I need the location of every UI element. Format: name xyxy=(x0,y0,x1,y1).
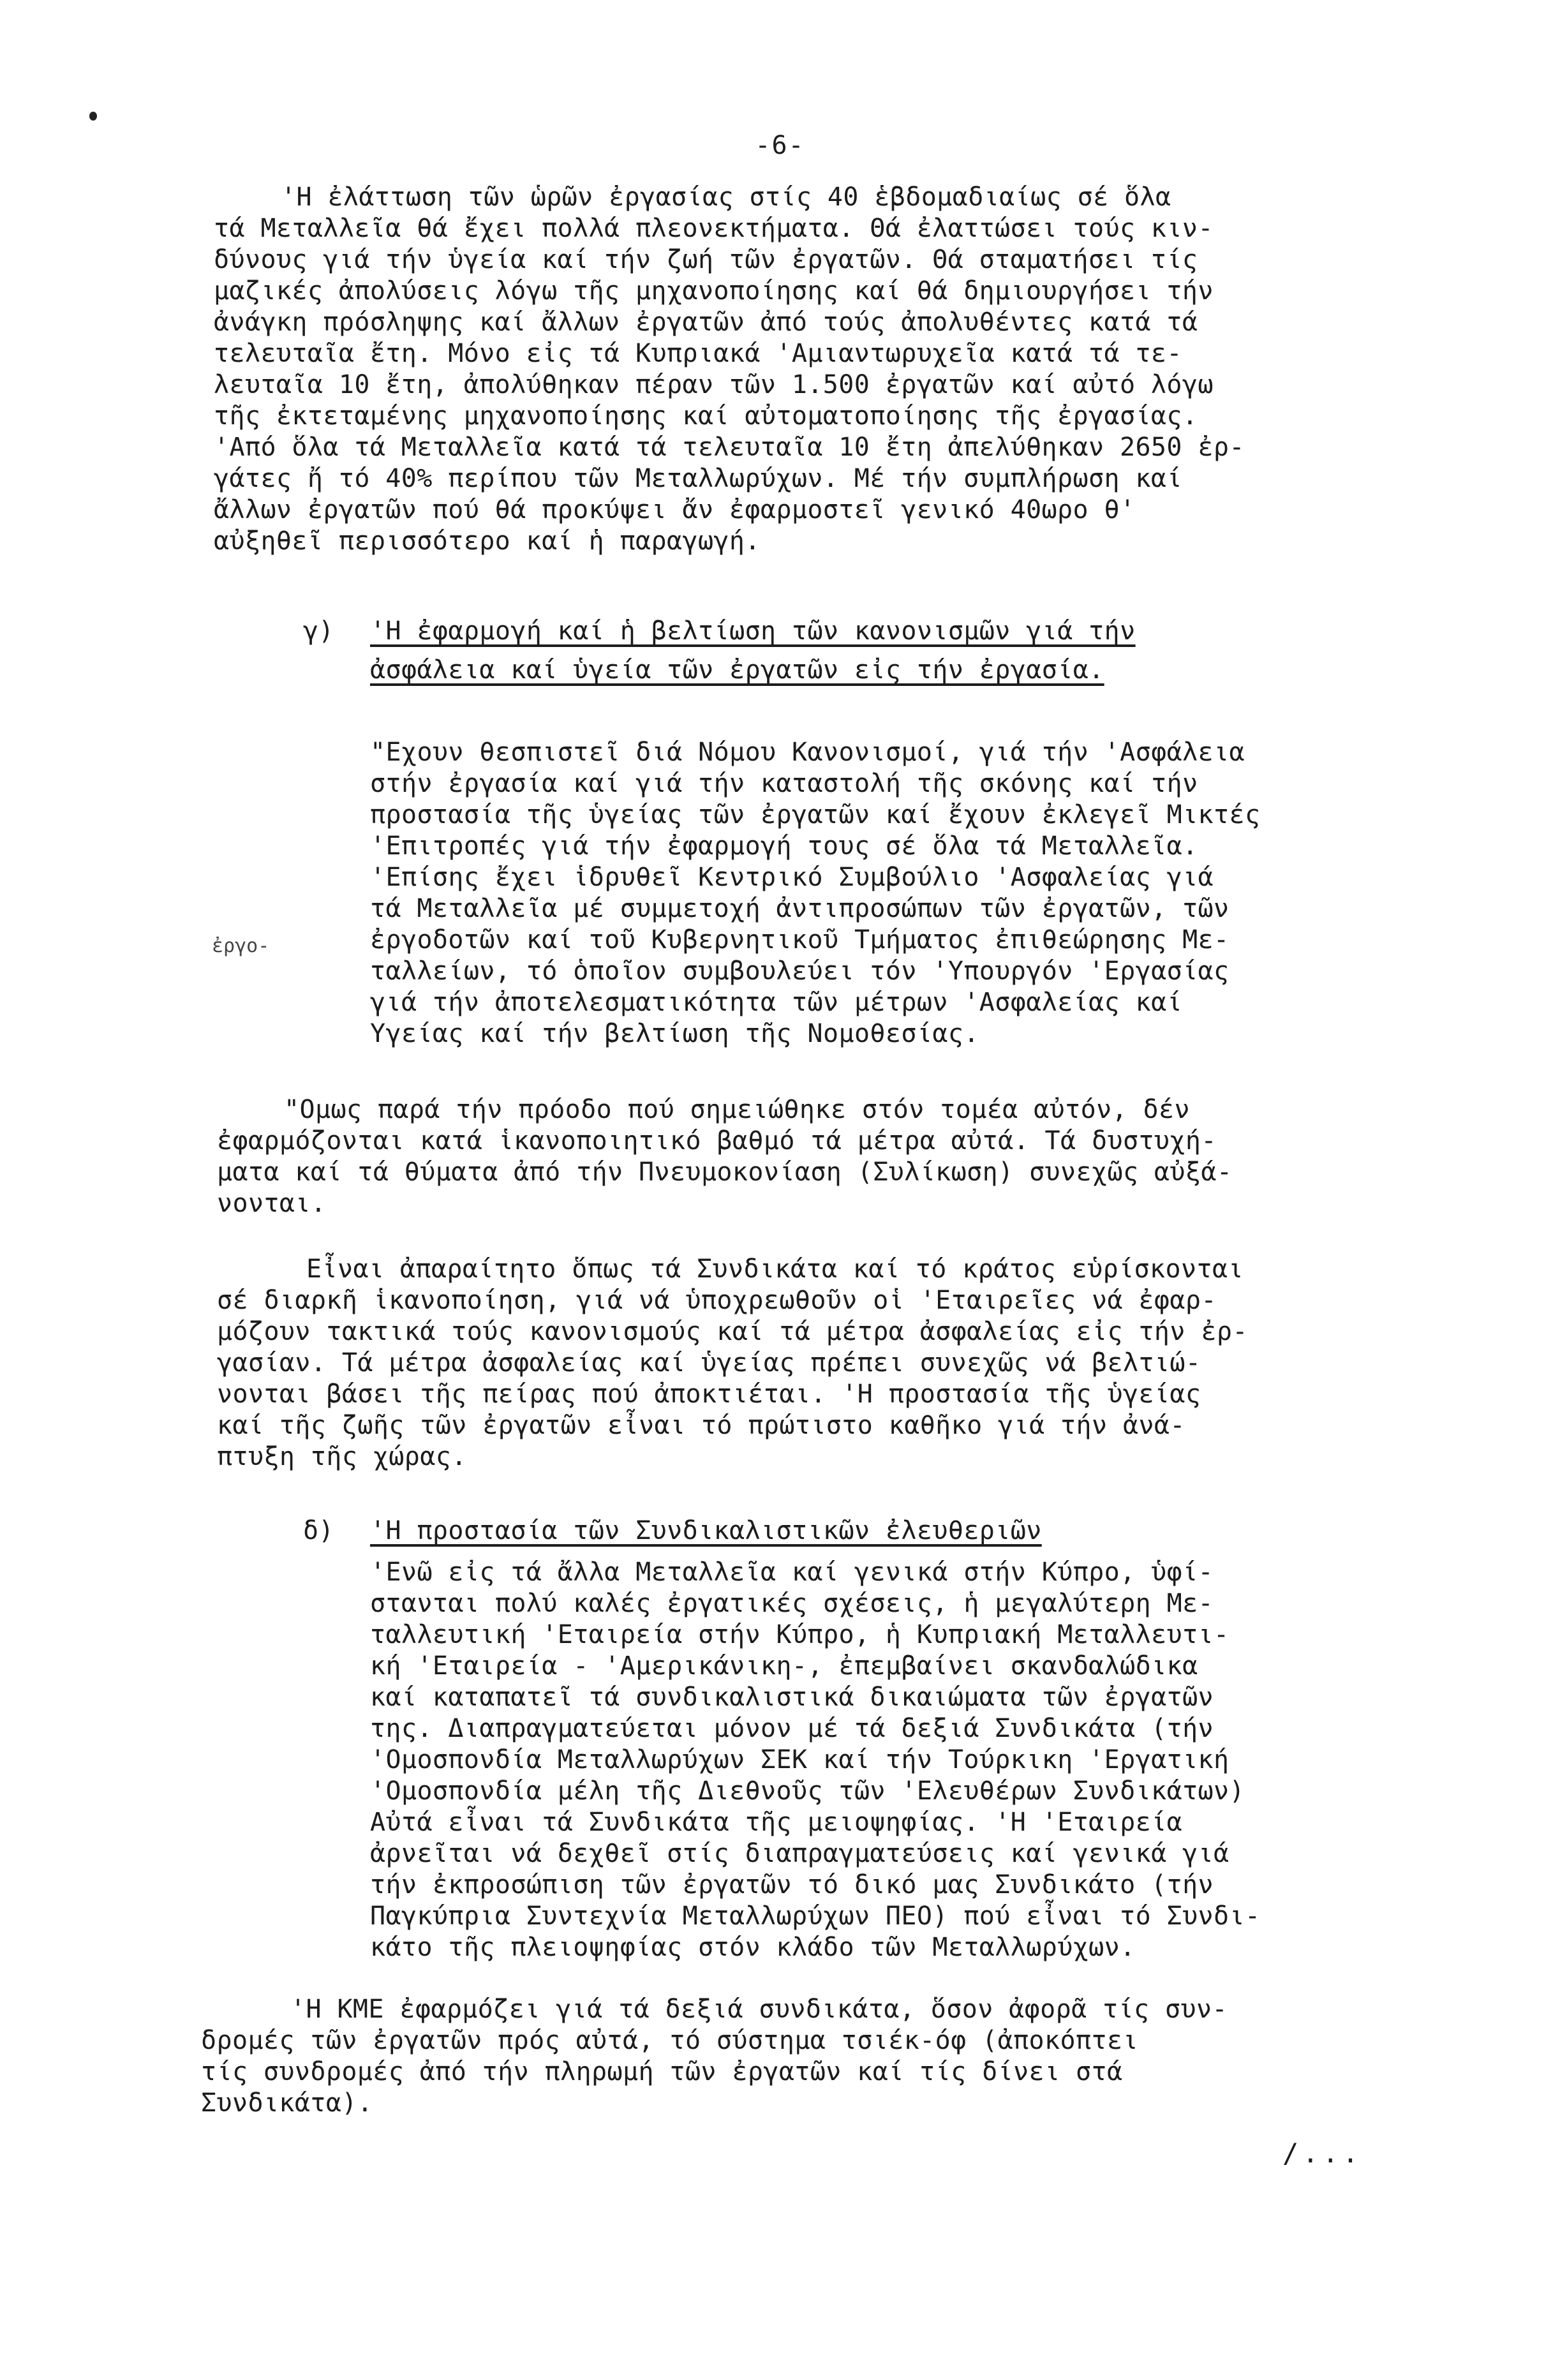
text-line: λευταῖα 10 ἔτη, ἀπολύθηκαν πέραν τῶν 1.500 ἐργατῶν καί αὐτό λόγω xyxy=(214,370,1214,399)
text-line: πτυξη τῆς χώρας. xyxy=(217,1442,467,1471)
paragraph-working-hours xyxy=(214,182,1245,557)
margin-note: ἐργο- xyxy=(212,935,270,957)
paragraph-union-freedoms xyxy=(370,1557,1260,1963)
heading-line: 'Η προστασία τῶν Συνδικαλιστικῶν ἐλευθεριῶν xyxy=(370,1516,1042,1545)
text-line: αὐξηθεῖ περισσότερο καί ἡ παραγωγή. xyxy=(214,526,761,556)
text-line: "Εχουν θεσπιστεῖ διά Νόμου Κανονισμοί, γιά τήν 'Ασφάλεια xyxy=(370,738,1245,767)
text-line: ἐφαρμόζονται κατά ἱκανοποιητικό βαθμό τά μέτρα αὐτά. Τά δυστυχή- xyxy=(217,1126,1217,1156)
text-line: 'Ομοσπονδία Μεταλλωρύχων ΣΕΚ καί τήν Τούρκικη 'Εργατική xyxy=(370,1745,1229,1774)
text-line: σέ διαρκῆ ἱκανοποίηση, γιά νά ὑποχρεωθοῦν οἱ 'Εταιρεῖες νά ἐφαρ- xyxy=(217,1286,1217,1315)
section-heading-safety xyxy=(370,616,1136,686)
paragraph-check-off xyxy=(201,1994,1228,2119)
text-line: γασίαν. Τά μέτρα ἀσφαλείας καί ὑγείας πρέπει συνεχῶς νά βελτιώ- xyxy=(217,1348,1201,1378)
heading-line: ἀσφάλεια καί ὑγεία τῶν ἐργατῶν εἰς τήν ἐργασία. xyxy=(370,655,1104,685)
paragraph-unions-state xyxy=(217,1254,1248,1473)
text-line: τῆς ἐκτεταμένης μηχανοποίησης καί αὐτοματοποίησης τῆς ἐργασίας. xyxy=(214,401,1198,431)
text-line: τά Μεταλλεῖα μέ συμμετοχή ἀντιπροσώπων τῶν ἐργατῶν, τῶν xyxy=(370,894,1229,923)
section-marker-delta: δ) xyxy=(303,1516,334,1545)
section-marker-gamma: γ) xyxy=(303,616,334,646)
paragraph-progress xyxy=(217,1094,1232,1219)
page-number: -6- xyxy=(755,131,805,160)
text-line: ταλλείων, τό ὁποῖον συμβουλεύει τόν 'Υπουργόν 'Εργασίας xyxy=(370,956,1229,986)
text-line: τίς συνδρομές ἀπό τήν πληρωμή τῶν ἐργατῶν καί τίς δίνει στά xyxy=(201,2057,1123,2086)
text-line: "Ομως παρά τήν πρόοδο πού σημειώθηκε στόν τομέα αὐτόν, δέν xyxy=(284,1095,1190,1124)
text-line: τήν ἐκπροσώπιση τῶν ἐργατῶν τό δικό μας Συνδικάτο (τήν xyxy=(370,1870,1214,1900)
text-line: ἄλλων ἐργατῶν πού θά προκύψει ἄν ἐφαρμοστεῖ γενικό 40ωρο θ' xyxy=(214,495,1136,524)
text-line: 'Ενῶ εἰς τά ἄλλα Μεταλλεῖα καί γενικά στήν Κύπρο, ὑφί- xyxy=(370,1558,1214,1587)
text-line: καί τῆς ζωῆς τῶν ἐργατῶν εἶναι τό πρώτιστο καθῆκο γιά τήν ἀνά- xyxy=(217,1411,1185,1440)
paragraph-safety-regulations xyxy=(370,737,1260,1050)
heading-line: 'Η ἐφαρμογή καί ἡ βελτίωση τῶν κανονισμῶν γιά τήν xyxy=(370,616,1136,646)
section-heading-union-freedoms xyxy=(370,1515,1042,1547)
text-line: μόζουν τακτικά τούς κανονισμούς καί τά μέτρα ἀσφαλείας εἰς τήν ἐρ- xyxy=(217,1317,1248,1346)
text-line: τά Μεταλλεῖα θά ἔχει πολλά πλεονεκτήματα. Θά ἐλαττώσει τούς κιν- xyxy=(214,214,1214,243)
text-line: κή 'Εταιρεία - 'Αμερικάνικη-, ἐπεμβαίνει σκανδαλώδικα xyxy=(370,1651,1198,1681)
text-line: ἐργοδοτῶν καί τοῦ Κυβερνητικοῦ Τμήματος ἐπιθεώρησης Με- xyxy=(370,925,1229,955)
text-line: ἀρνεῖται νά δεχθεῖ στίς διαπραγματεύσεις καί γενικά γιά xyxy=(370,1839,1229,1868)
text-line: 'Από ὅλα τά Μεταλλεῖα κατά τά τελευταῖα 10 ἔτη ἀπελύθηκαν 2650 ἐρ- xyxy=(214,433,1245,462)
text-line: γάτες ἤ τό 40% περίπου τῶν Μεταλλωρύχων. Μέ τήν συμπλήρωση καί xyxy=(214,464,1182,493)
text-line: 'Ομοσπονδία μέλη τῆς Διεθνοῦς τῶν 'Ελευθέρων Συνδικάτων) xyxy=(370,1776,1245,1806)
text-line: στανται πολύ καλές ἐργατικές σχέσεις, ἡ μεγαλύτερη Με- xyxy=(370,1589,1214,1618)
text-line: κάτο τῆς πλειοψηφίας στόν κλάδο τῶν Μεταλλωρύχων. xyxy=(370,1933,1136,1962)
text-line: Εἶναι ἀπαραίτητο ὅπως τά Συνδικάτα καί τό κράτος εὑρίσκονται xyxy=(306,1254,1244,1284)
text-line: Αὐτά εἶναι τά Συνδικάτα τῆς μειοψηφίας. 'Η 'Εταιρεία xyxy=(370,1808,1183,1837)
text-line: ταλλευτική 'Εταιρεία στήν Κύπρο, ἡ Κυπριακή Μεταλλευτι- xyxy=(370,1620,1229,1649)
text-line: 'Η ΚΜΕ ἐφαρμόζει γιά τά δεξιά συνδικάτα, ὅσον ἀφορᾶ τίς συν- xyxy=(290,1995,1228,2024)
text-line: τελευταῖα ἔτη. Μόνο εἰς τά Κυπριακά 'Αμιαντωρυχεῖα κατά τά τε- xyxy=(214,339,1182,368)
text-line: ἀνάγκη πρόσληψης καί ἄλλων ἐργατῶν ἀπό τούς ἀπολυθέντες κατά τά xyxy=(214,308,1198,337)
text-line: νονται. xyxy=(217,1189,327,1218)
text-line: δρομές τῶν ἐργατῶν πρός αὐτά, τό σύστημα τσιέκ-όφ (ἀποκόπτει xyxy=(201,2026,1138,2055)
text-line: Υγείας καί τήν βελτίωση τῆς Νομοθεσίας. xyxy=(370,1019,979,1048)
text-line: 'Η ἐλάττωση τῶν ὡρῶν ἐργασίας στίς 40 ἑβδομαδιαίως σέ ὅλα xyxy=(281,182,1171,212)
text-line: 'Επιτροπές γιά τήν ἐφαρμογή τους σέ ὅλα τά Μεταλλεῖα. xyxy=(370,831,1198,861)
text-line: δύνους γιά τήν ὑγεία καί τήν ζωή τῶν ἐργατῶν. Θά σταματήσει τίς xyxy=(214,245,1198,274)
text-line: 'Επίσης ἔχει ἱδρυθεῖ Κεντρικό Συμβούλιο 'Ασφαλείας γιά xyxy=(370,863,1214,892)
text-line: νονται βάσει τῆς πείρας πού ἀποκτιέται. 'Η προστασία τῆς ὑγείας xyxy=(217,1380,1201,1409)
continuation-mark: /... xyxy=(1282,2138,1363,2169)
text-line: της. Διαπραγματεύεται μόνον μέ τά δεξιά Συνδικάτα (τήν xyxy=(370,1714,1214,1743)
ink-speck xyxy=(89,112,97,121)
text-line: Παγκύπρια Συντεχνία Μεταλλωρύχων ΠΕΟ) πού εἶναι τό Συνδι- xyxy=(370,1901,1261,1931)
text-line: καί καταπατεῖ τά συνδικαλιστικά δικαιώματα τῶν ἐργατῶν xyxy=(370,1683,1214,1712)
text-line: Συνδικάτα). xyxy=(201,2088,373,2118)
text-line: ματα καί τά θύματα ἀπό τήν Πνευμοκονίαση (Συλίκωση) συνεχῶς αὐξά- xyxy=(217,1157,1233,1187)
text-line: προστασία τῆς ὑγείας τῶν ἐργατῶν καί ἔχουν ἐκλεγεῖ Μικτές xyxy=(370,800,1261,829)
text-line: γιά τήν ἀποτελεσματικότητα τῶν μέτρων 'Ασφαλείας καί xyxy=(370,988,1183,1017)
text-line: στήν ἐργασία καί γιά τήν καταστολή τῆς σκόνης καί τήν xyxy=(370,769,1198,798)
text-line: μαζικές ἀπολύσεις λόγω τῆς μηχανοποίησης καί θά δημιουργήσει τήν xyxy=(214,276,1214,306)
